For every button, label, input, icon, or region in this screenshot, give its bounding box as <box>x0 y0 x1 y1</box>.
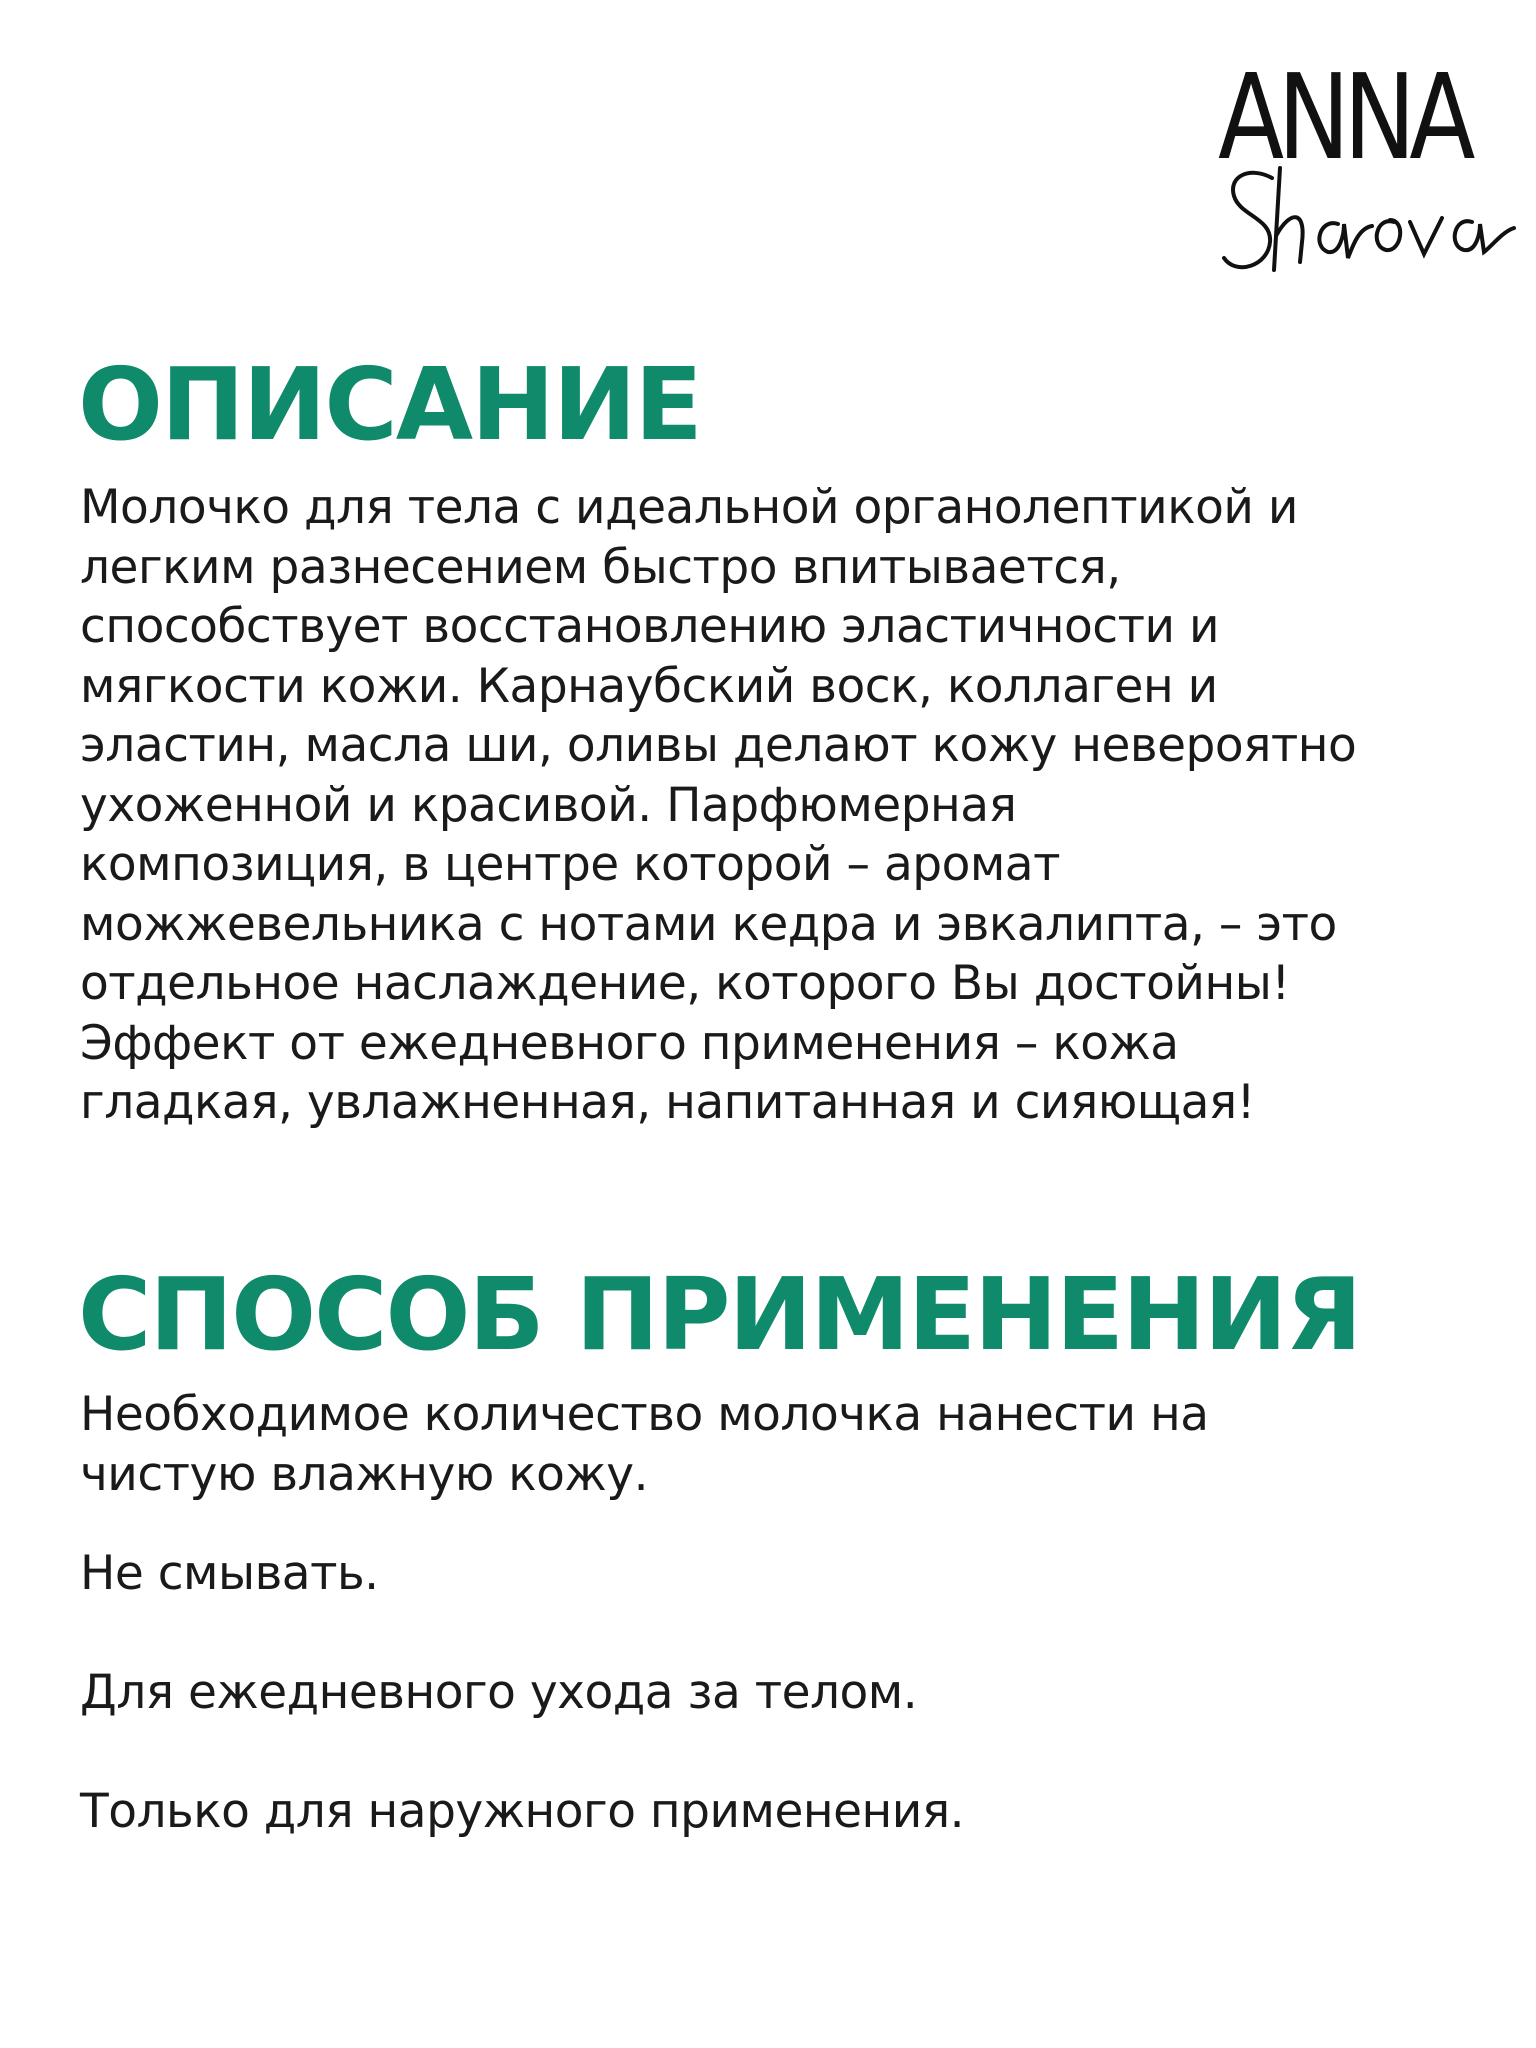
description-line: можжевельника с нотами кедра и эвкалипта, – это <box>80 896 1337 952</box>
logo-wordmark-text: ANNA <box>1218 48 1469 186</box>
description-line: ухоженной и красивой. Парфюмерная <box>80 777 1017 833</box>
description-line: эластин, масла ши, оливы делают кожу невероятно <box>80 718 1357 773</box>
description-title: ОПИСАНИЕ <box>78 346 701 463</box>
description-line: отдельное наслаждение, которого Вы достойны! <box>80 956 1290 1011</box>
description-line: Молочко для тела с идеальной органолептикой и <box>80 480 1298 535</box>
description-line: способствует восстановлению эластичности и <box>80 599 1220 654</box>
usage-paragraph-external-use: Только для наружного применения. <box>80 1784 965 1839</box>
description-line: мягкости кожи. Карнаубский воск, коллаген и <box>80 658 1218 714</box>
usage-title: СПОСОБ ПРИМЕНЕНИЯ <box>78 1256 1361 1373</box>
description-line: композиция, в центре которой – аромат <box>80 837 1060 892</box>
usage-paragraph-daily-care: Для ежедневного ухода за телом. <box>80 1665 918 1720</box>
usage-paragraph-no-rinse: Не смывать. <box>80 1546 379 1601</box>
description-line: легким разнесением быстро впитывается, <box>80 539 1121 595</box>
description-body <box>80 478 1500 1133</box>
brand-logo <box>1210 48 1520 288</box>
usage-line: чистую влажную кожу. <box>80 1446 649 1502</box>
description-line: Эффект от ежедневного применения – кожа <box>80 1015 1179 1071</box>
usage-line: Необходимое количество молочка нанести на <box>80 1387 1209 1442</box>
logo-signature-script <box>1210 158 1520 288</box>
description-line: гладкая, увлажненная, напитанная и сияющая! <box>80 1075 1255 1130</box>
usage-paragraph-amount <box>80 1385 1500 1504</box>
